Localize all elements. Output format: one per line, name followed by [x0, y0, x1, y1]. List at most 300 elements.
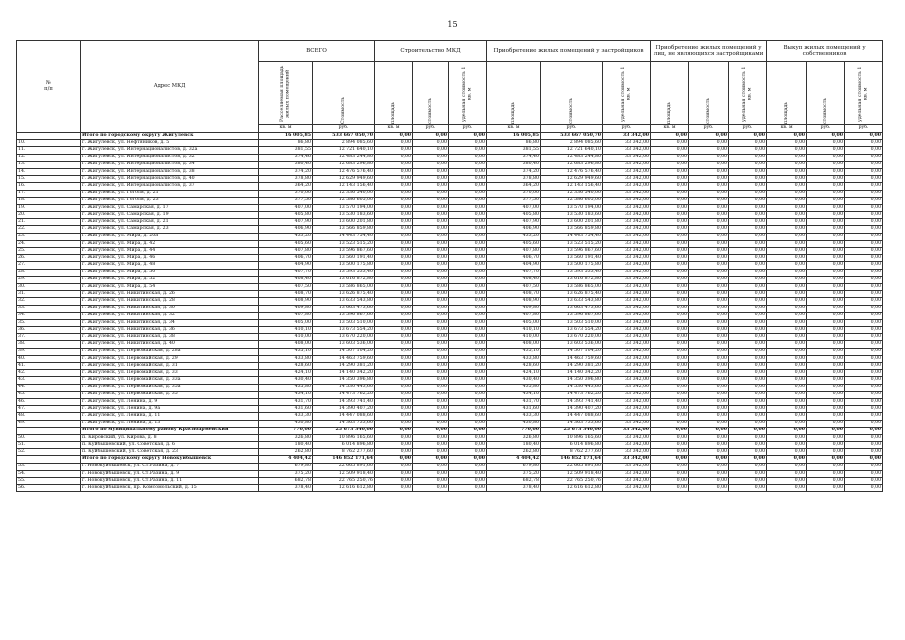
row-value: 0,00	[845, 147, 883, 154]
row-value: 33 342,00	[603, 370, 651, 377]
row-value: 0,00	[767, 140, 807, 147]
row-value: 16 005,85	[259, 133, 313, 140]
row-value: 0,00	[413, 398, 449, 405]
row-value: 0,00	[845, 370, 883, 377]
row-value: 0,00	[449, 334, 487, 341]
row-value: 370,00	[259, 190, 313, 197]
row-value: 14 507 104,20	[313, 348, 375, 355]
row-value: 0,00	[767, 168, 807, 175]
unit-label: кв. м	[487, 125, 541, 133]
row-value: 0,00	[413, 240, 449, 247]
row-value: 13 633 543,80	[541, 298, 603, 305]
row-value: 0,00	[449, 283, 487, 290]
unit-label: руб.	[603, 125, 651, 133]
row-value: 0,00	[845, 478, 883, 485]
table-row	[17, 341, 883, 348]
table-row	[17, 355, 883, 362]
row-number: 32.	[17, 298, 81, 305]
row-value: 407,80	[259, 248, 313, 255]
row-value: 0,00	[807, 478, 845, 485]
row-value: 0,00	[845, 190, 883, 197]
row-value: 0,00	[375, 449, 413, 456]
row-value: 2 894 085,60	[313, 140, 375, 147]
row-value: 0,00	[807, 291, 845, 298]
row-value: 0,00	[449, 413, 487, 420]
row-value: 682,78	[259, 478, 313, 485]
column-subheader	[541, 62, 603, 125]
column-subheader-text: удельная стоимость 1 кв. м	[462, 66, 473, 122]
row-value: 0,00	[449, 161, 487, 168]
row-value: 0,00	[729, 334, 767, 341]
table-row	[17, 370, 883, 377]
table-row	[17, 183, 883, 190]
row-value: 0,00	[767, 312, 807, 319]
row-value: 410,00	[259, 334, 313, 341]
row-value: 14 473 762,20	[541, 391, 603, 398]
table-row	[17, 391, 883, 398]
column-subheader-text: стоимость	[705, 98, 711, 124]
row-number: 48.	[17, 413, 81, 420]
row-number: 11.	[17, 147, 81, 154]
row-value: 0,00	[767, 406, 807, 413]
table-row	[17, 154, 883, 161]
row-value: 0,00	[807, 168, 845, 175]
row-value: 0,00	[375, 478, 413, 485]
row-value: 13 603 536,00	[541, 341, 603, 348]
row-value: 0,00	[449, 312, 487, 319]
table-row	[17, 384, 883, 391]
row-value: 682,78	[487, 478, 541, 485]
row-value: 0,00	[689, 183, 729, 190]
column-subheader	[313, 62, 375, 125]
row-value: 0,00	[845, 427, 883, 434]
row-value: 0,00	[413, 434, 449, 441]
row-value: 0,00	[807, 384, 845, 391]
row-value: 22 765 250,76	[541, 478, 603, 485]
row-value: 33 342,00	[603, 291, 651, 298]
row-address: г. Жигулевск, ул. Никитинская, д. 30	[81, 305, 259, 312]
row-value: 0,00	[767, 434, 807, 441]
row-value: 405,60	[259, 240, 313, 247]
row-value: 0,00	[729, 363, 767, 370]
row-value: 0,00	[729, 391, 767, 398]
row-value: 0,00	[413, 305, 449, 312]
row-value: 33 342,00	[603, 420, 651, 427]
row-value: 364,20	[487, 183, 541, 190]
row-value: 0,00	[375, 298, 413, 305]
row-value: 14 363 733,60	[313, 420, 375, 427]
row-value: 428,60	[487, 363, 541, 370]
row-value: 4 404,42	[259, 456, 313, 463]
row-value: 0,00	[689, 233, 729, 240]
row-address: г. Жигулевск, ул. Первомайская, д. 28а	[81, 348, 259, 355]
unit-label: руб.	[313, 125, 375, 133]
table-row	[17, 406, 883, 413]
row-value: 0,00	[375, 233, 413, 240]
row-value: 13 530 183,60	[541, 212, 603, 219]
table-row	[17, 204, 883, 211]
row-value: 0,00	[413, 298, 449, 305]
row-value: 0,00	[689, 463, 729, 470]
row-value: 0,00	[767, 391, 807, 398]
row-value: 0,00	[689, 391, 729, 398]
row-value: 0,00	[449, 276, 487, 283]
row-value: 0,00	[651, 233, 689, 240]
row-value: 407,80	[487, 248, 541, 255]
row-value: 0,00	[807, 283, 845, 290]
row-value: 0,00	[651, 305, 689, 312]
row-value: 14 390 407,20	[541, 406, 603, 413]
row-number: 16.	[17, 183, 81, 190]
row-value: 407,70	[487, 269, 541, 276]
row-value: 13 616 872,80	[313, 276, 375, 283]
row-value: 378,80	[487, 176, 541, 183]
row-value: 33 342,00	[603, 327, 651, 334]
column-group-header: Приобретение жилых помещений у застройщиков	[487, 41, 651, 62]
row-value: 33 342,00	[603, 341, 651, 348]
row-value: 0,00	[845, 219, 883, 226]
row-value: 13 503 510,00	[313, 319, 375, 326]
row-value: 13 603 536,00	[313, 341, 375, 348]
row-value: 0,00	[375, 197, 413, 204]
row-value: 433,20	[487, 233, 541, 240]
table-row	[17, 449, 883, 456]
row-value: 0,00	[845, 226, 883, 233]
row-value: 14 290 381,20	[541, 363, 603, 370]
unit-label: руб.	[729, 125, 767, 133]
column-subheader-text: площадь	[783, 101, 789, 124]
row-value: 0,00	[729, 168, 767, 175]
row-address: г. Жигулевск, ул. Мира, д. 50	[81, 269, 259, 276]
row-value: 0,00	[651, 449, 689, 456]
row-value: 0,00	[845, 168, 883, 175]
row-value: 0,00	[729, 456, 767, 463]
row-value: 0,00	[845, 240, 883, 247]
row-value: 409,80	[487, 305, 541, 312]
row-value: 0,00	[651, 240, 689, 247]
row-value: 0,00	[767, 355, 807, 362]
row-value: 13 560 191,40	[541, 255, 603, 262]
row-address: Итого по городскому округу Жигулевск	[81, 133, 259, 140]
row-value: 431,70	[259, 398, 313, 405]
row-value: 33 342,00	[603, 413, 651, 420]
row-value: 0,00	[729, 485, 767, 492]
row-value: 0,00	[729, 161, 767, 168]
row-value: 407,00	[487, 204, 541, 211]
row-value: 0,00	[807, 147, 845, 154]
row-value: 33 342,00	[603, 248, 651, 255]
row-value: 0,00	[689, 312, 729, 319]
row-value: 0,00	[449, 305, 487, 312]
row-value: 435,80	[487, 384, 541, 391]
row-value: 13 633 543,80	[313, 298, 375, 305]
row-value: 0,00	[375, 312, 413, 319]
row-value: 0,00	[807, 255, 845, 262]
row-value: 431,60	[487, 406, 541, 413]
row-value: 0,00	[413, 255, 449, 262]
row-address: г. Жигулевск, ул. Мира, д. 54	[81, 283, 259, 290]
row-value: 33 342,00	[603, 240, 651, 247]
row-value: 0,00	[729, 276, 767, 283]
row-value: 0,00	[845, 391, 883, 398]
row-value: 146 852 171,64	[541, 456, 603, 463]
row-value: 0,00	[413, 406, 449, 413]
row-value: 0,00	[767, 255, 807, 262]
row-value: 12 629 949,60	[541, 176, 603, 183]
row-value: 0,00	[449, 384, 487, 391]
row-value: 0,00	[729, 233, 767, 240]
row-value: 14 443 754,40	[313, 233, 375, 240]
row-value: 0,00	[651, 427, 689, 434]
row-value: 22 665 891,60	[313, 463, 375, 470]
row-value: 0,00	[449, 226, 487, 233]
row-value: 0,00	[729, 140, 767, 147]
column-subheader-text: площадь	[666, 101, 672, 124]
row-value: 12 336 540,00	[541, 190, 603, 197]
row-value: 0,00	[689, 298, 729, 305]
row-value: 0,00	[807, 312, 845, 319]
row-value: 0,00	[729, 319, 767, 326]
row-value: 0,00	[651, 319, 689, 326]
row-value: 0,00	[651, 168, 689, 175]
row-value: 0,00	[729, 283, 767, 290]
row-value: 33 342,00	[603, 168, 651, 175]
row-value: 0,00	[807, 161, 845, 168]
column-subheader	[259, 62, 313, 125]
row-value: 13 663 473,60	[541, 305, 603, 312]
row-value: 0,00	[729, 305, 767, 312]
column-header-number: № п/п	[17, 41, 81, 133]
row-value: 0,00	[651, 355, 689, 362]
row-value: 0,00	[689, 370, 729, 377]
row-value: 0,00	[767, 204, 807, 211]
row-value: 0,00	[767, 420, 807, 427]
row-number: 27.	[17, 262, 81, 269]
row-value: 0,00	[449, 319, 487, 326]
row-value: 0,00	[413, 312, 449, 319]
table-row	[17, 327, 883, 334]
row-value: 13 673 554,20	[541, 327, 603, 334]
row-value: 435,10	[259, 348, 313, 355]
row-number: 10.	[17, 140, 81, 147]
row-value: 0,00	[375, 219, 413, 226]
row-value: 0,00	[375, 212, 413, 219]
row-number: 49.	[17, 420, 81, 427]
table-header	[17, 41, 883, 133]
row-value: 13 596 867,60	[313, 248, 375, 255]
row-value: 375,20	[259, 470, 313, 477]
table-row	[17, 363, 883, 370]
row-value: 381,55	[259, 147, 313, 154]
row-value: 0,00	[729, 470, 767, 477]
row-value: 33 342,00	[603, 161, 651, 168]
row-value: 0,00	[413, 233, 449, 240]
row-value: 0,00	[729, 370, 767, 377]
row-value: 0,00	[449, 449, 487, 456]
row-number: 44.	[17, 384, 81, 391]
row-value: 0,00	[807, 485, 845, 492]
row-value: 14 463 759,60	[541, 355, 603, 362]
row-value: 374,20	[487, 168, 541, 175]
column-subheader-text: удельная стоимость 1 кв. м	[621, 66, 632, 122]
row-value: 33 342,00	[603, 140, 651, 147]
row-value: 0,00	[449, 255, 487, 262]
row-value: 0,00	[449, 291, 487, 298]
subtotal-row	[17, 133, 883, 140]
row-address: г. Жигулевск, ул. Интернационалистов, д. 38	[81, 168, 259, 175]
row-address: п. Кировский, ул. Кирова, д. 8	[81, 434, 259, 441]
row-value: 0,00	[845, 485, 883, 492]
row-value: 0,00	[413, 456, 449, 463]
row-value: 0,00	[413, 212, 449, 219]
row-value: 0,00	[375, 348, 413, 355]
row-value: 0,00	[845, 334, 883, 341]
row-value: 0,00	[729, 240, 767, 247]
unit-label: кв. м	[259, 125, 313, 133]
row-value: 33 342,00	[603, 463, 651, 470]
row-value: 14 350 396,80	[313, 377, 375, 384]
table-row	[17, 233, 883, 240]
row-value: 0,00	[767, 449, 807, 456]
row-number: 33.	[17, 305, 81, 312]
row-value: 0,00	[845, 204, 883, 211]
row-value: 0,00	[449, 398, 487, 405]
row-value: 0,00	[651, 262, 689, 269]
row-address: г. Новокуйбышевск, пр. Комсомольский, д. 15	[81, 485, 259, 492]
resettlement-table	[16, 40, 883, 492]
row-value: 405,00	[487, 319, 541, 326]
row-number	[17, 427, 81, 434]
table-row	[17, 262, 883, 269]
row-value: 14 393 741,40	[541, 398, 603, 405]
row-value: 0,00	[449, 341, 487, 348]
row-value: 404,90	[487, 262, 541, 269]
row-value: 33 342,00	[603, 176, 651, 183]
row-value: 0,00	[651, 133, 689, 140]
row-value: 0,00	[375, 154, 413, 161]
row-value: 0,00	[449, 269, 487, 276]
row-value: 0,00	[413, 226, 449, 233]
row-value: 0,00	[807, 363, 845, 370]
row-number: 41.	[17, 363, 81, 370]
row-value: 0,00	[449, 377, 487, 384]
row-value: 0,00	[449, 197, 487, 204]
row-address: г. Жигулевск, ул. Первомайская, д. 29	[81, 355, 259, 362]
row-value: 0,00	[845, 456, 883, 463]
row-address: г. Жигулевск, ул. Гоголя, д. 21	[81, 190, 259, 197]
row-value: 33 342,00	[603, 456, 651, 463]
row-value: 0,00	[767, 413, 807, 420]
row-value: 180,40	[259, 442, 313, 449]
row-value: 0,00	[375, 183, 413, 190]
row-value: 0,00	[767, 161, 807, 168]
row-number: 12.	[17, 154, 81, 161]
row-value: 33 342,00	[603, 226, 651, 233]
row-value: 0,00	[449, 420, 487, 427]
row-value: 0,00	[767, 456, 807, 463]
row-value: 0,00	[689, 226, 729, 233]
row-value: 405,00	[259, 319, 313, 326]
row-value: 0,00	[651, 406, 689, 413]
page-number: 15	[447, 20, 458, 29]
row-value: 0,00	[651, 398, 689, 405]
row-value: 0,00	[651, 248, 689, 255]
row-number	[17, 133, 81, 140]
row-value: 14 393 741,40	[313, 398, 375, 405]
row-value: 33 342,00	[603, 406, 651, 413]
row-value: 33 342,00	[603, 190, 651, 197]
row-address: г. Жигулевск, ул. Первомайская, д. 33а	[81, 377, 259, 384]
row-value: 0,00	[807, 398, 845, 405]
row-address: г. Жигулевск, ул. Первомайская, д. 33	[81, 370, 259, 377]
row-value: 13 670 220,00	[541, 334, 603, 341]
row-value: 0,00	[807, 305, 845, 312]
row-value: 0,00	[845, 312, 883, 319]
row-number: 55.	[17, 478, 81, 485]
row-number: 43.	[17, 377, 81, 384]
row-address: г. Жигулевск, ул. Никитинская, д. 40	[81, 341, 259, 348]
row-value: 13 523 515,20	[541, 240, 603, 247]
row-value: 0,00	[689, 240, 729, 247]
row-value: 0,00	[807, 434, 845, 441]
row-number: 42.	[17, 370, 81, 377]
row-value: 0,00	[651, 363, 689, 370]
table-row	[17, 319, 883, 326]
row-number: 20.	[17, 212, 81, 219]
row-value: 0,00	[807, 248, 845, 255]
row-value: 6 014 896,80	[541, 442, 603, 449]
row-value: 12 616 612,80	[313, 485, 375, 492]
row-value: 22 765 250,76	[313, 478, 375, 485]
row-value: 0,00	[845, 355, 883, 362]
row-value: 0,00	[651, 327, 689, 334]
row-value: 0,00	[651, 176, 689, 183]
row-value: 375,20	[487, 470, 541, 477]
row-value: 0,00	[767, 398, 807, 405]
row-value: 407,90	[487, 219, 541, 226]
row-address: п. Куйбышевский, ул. Советская, д. 6	[81, 442, 259, 449]
row-value: 433,80	[259, 355, 313, 362]
row-value: 0,00	[375, 255, 413, 262]
row-value: 410,10	[487, 327, 541, 334]
row-value: 14 507 104,20	[541, 348, 603, 355]
row-value: 0,00	[729, 147, 767, 154]
row-value: 33 342,00	[603, 154, 651, 161]
row-value: 408,90	[259, 298, 313, 305]
table-row	[17, 269, 883, 276]
row-number: 56.	[17, 485, 81, 492]
row-value: 13 500 175,80	[313, 262, 375, 269]
row-address: г. Жигулевск, ул. Интернационалистов, д. 32а	[81, 147, 259, 154]
row-value: 407,80	[259, 312, 313, 319]
table-row	[17, 442, 883, 449]
row-value: 0,00	[807, 240, 845, 247]
row-address: г. Жигулевск, ул. Никитинская, д. 36	[81, 327, 259, 334]
row-value: 12 476 576,40	[313, 168, 375, 175]
row-value: 0,00	[845, 269, 883, 276]
row-value: 0,00	[689, 485, 729, 492]
row-value: 0,00	[375, 291, 413, 298]
row-value: 0,00	[807, 204, 845, 211]
table-row	[17, 147, 883, 154]
row-value: 0,00	[375, 355, 413, 362]
row-value: 0,00	[413, 248, 449, 255]
row-value: 0,00	[807, 219, 845, 226]
row-value: 0,00	[845, 255, 883, 262]
row-number: 21.	[17, 219, 81, 226]
row-value: 0,00	[375, 434, 413, 441]
row-value: 0,00	[729, 384, 767, 391]
